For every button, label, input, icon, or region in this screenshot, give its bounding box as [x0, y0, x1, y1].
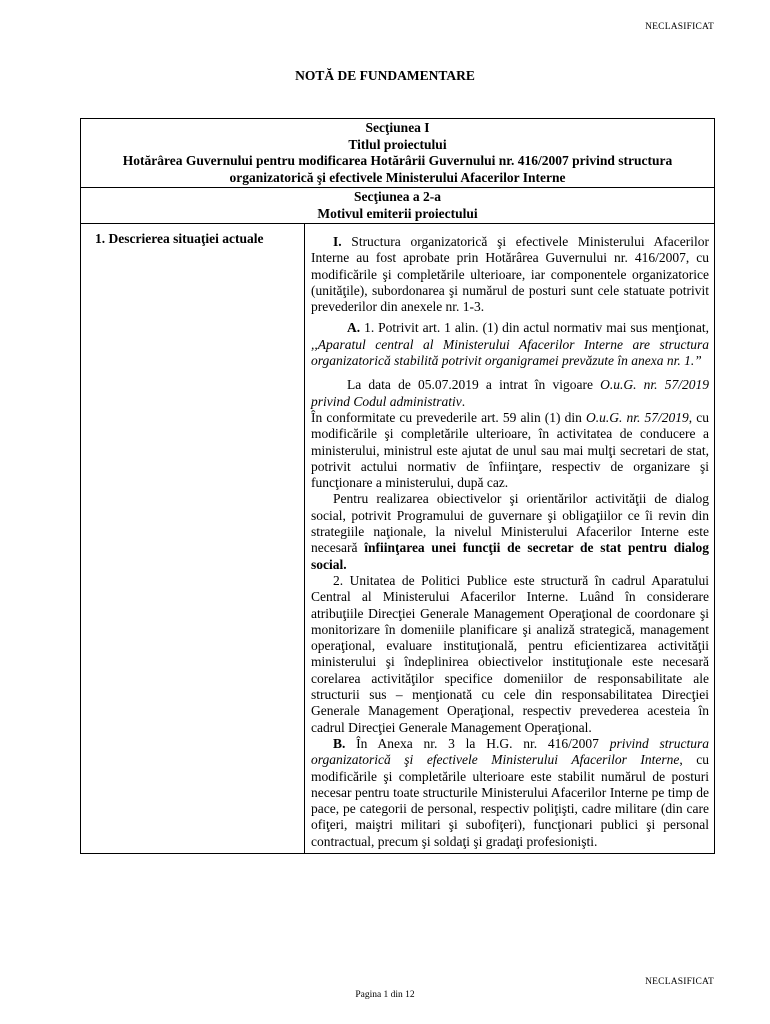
fundamentation-table	[80, 118, 715, 854]
paragraph-text: , cu modificările şi completările ulterioare, în activitatea de conducere a ministerului, ministrul este ajutat de unul sau mai mulţi secretari de stat, potrivit actului normativ de înfiinţare, respectiv de organizare şi funcţionare a ministerului, după caz.	[311, 409, 709, 491]
row-label: 1. Descrierea situaţiei actuale	[81, 224, 305, 853]
paragraph-marker: B.	[333, 735, 346, 751]
italic-text: O.u.G. nr. 57/2019	[586, 409, 689, 425]
paragraph-a1	[311, 320, 709, 369]
section-1-header	[81, 119, 714, 188]
section-2-heading: Secţiunea a 2-a	[354, 189, 441, 204]
paragraph-text: În Anexa nr. 3 la H.G. nr. 416/2007	[345, 735, 610, 751]
paragraph-date	[311, 377, 709, 410]
paragraph-text: Pentru realizarea obiectivelor şi orientărilor activităţii de dialog social, potrivit Programului de guvernare şi obligaţiilor ce îi revin din strategiile naţionale, la nivelul Ministerului Afacerilor Interne este necesară	[311, 491, 709, 556]
paragraph-i	[311, 234, 709, 315]
paragraph-text: , cu modificările şi completările ulterioare este stabilit numărul de posturi necesar pentru toate structurile Ministerului Afacerilor Interne pe timp de pace, pe categorii de personal, respectiv poliţişti, cadre militare (din care ofiţeri, maiştri militari şi subofiţeri), funcţionari publici şi personal contractual, precum şi soldaţi şi gradaţi profesionişti.	[311, 752, 709, 849]
italic-text: privind structura organizatorică şi efectivele Ministerului Afacerilor Interne	[311, 735, 709, 768]
paragraph-marker: I.	[333, 234, 342, 249]
project-title: Hotărârea Guvernului pentru modificarea Hotărârii Guvernului nr. 416/2007 privind structura organizatorică şi efectivele Ministerului Afacerilor Interne	[122, 153, 673, 185]
section-1-subheading: Titlul proiectului	[348, 136, 447, 152]
paragraph-text: În conformitate cu prevederile art. 59 alin (1) din	[311, 409, 587, 425]
paragraph-upp: 2. Unitatea de Politici Publice este structură în cadrul Aparatului Central al Ministerului Afacerilor Interne. Luând în considerare atribuţiile Direcţiei Generale Management Operaţional de coordonare şi monitorizare în domeniile planificare şi analiză strategică, management operaţional, evaluare instituţională, pentru eficientizarea activităţii ministerului şi îndeplinirea obiectivelor instituţionale este necesară corelarea activităţilor specifice domeniilor de responsabilitate ale structurii sus – menţionată cu cele din responsabilitatea Direcţiei Generale Management Operaţional, respectiv prevederea acesteia în cadrul Direcţiei Generale Management Operaţional.	[311, 572, 709, 735]
classification-footer: NECLASIFICAT	[645, 977, 714, 987]
paragraph-dialog	[311, 491, 709, 572]
quoted-text: ,,Aparatul central al Ministerului Afacerilor Interne are structura organizatorică stabilită potrivit organigramei prevăzute în anexa nr. 1.”	[311, 336, 709, 369]
paragraph-text: La data de 05.07.2019 a intrat în vigoare	[347, 377, 601, 393]
paragraph-text: 1. Potrivit art. 1 alin. (1) din actul normativ mai sus menţionat,	[360, 320, 709, 336]
bold-text: înfiinţarea unei funcţii de secretar de stat pentru dialog social.	[311, 540, 709, 572]
classification-header: NECLASIFICAT	[645, 22, 714, 32]
section-2-subheading: Motivul emiterii proiectului	[317, 205, 478, 221]
paragraph-marker: A.	[347, 320, 361, 336]
paragraph-text: .	[461, 393, 466, 409]
document-title: NOTĂ DE FUNDAMENTARE	[295, 68, 475, 83]
page-number: Pagina 1 din 12	[355, 990, 415, 1000]
row-content	[305, 224, 714, 853]
table-row	[81, 224, 714, 853]
paragraph-conformity	[311, 410, 709, 491]
section-1-heading: Secţiunea I	[365, 120, 430, 135]
paragraph-text: Structura organizatorică şi efectivele Ministerului Afacerilor Interne au fost aprobate prin Hotărârea Guvernului nr. 416/2007, cu modificările şi completările ulterioare, iar componentele organizatorice (unităţile), subordonarea şi numărul de posturi sunt cele statuate potrivit prevederilor din anexele nr. 1-3.	[311, 234, 709, 315]
section-2-header	[81, 188, 714, 224]
italic-text: O.u.G. nr. 57/2019 privind Codul administrativ	[311, 377, 709, 409]
paragraph-b	[311, 736, 709, 850]
